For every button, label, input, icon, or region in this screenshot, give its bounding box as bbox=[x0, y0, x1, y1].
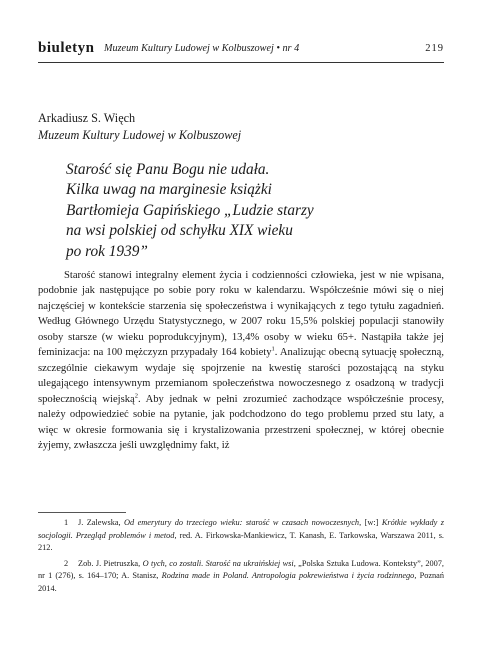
paragraph-text: . Analizując obecną sytuację społeczną, szczególnie ciekawym wydaje się spojrzenie na kwestię starości pozostającą na styku ulegającego intensywnym przemianom społeczeństwa nowoczesnego z osadzoną w tradycji społecznością wiejską bbox=[38, 347, 444, 405]
footnote-text: O tych, co zostali. Starość na ukraińskiej wsi bbox=[142, 558, 294, 568]
journal-title: Muzeum Kultury Ludowej w Kolbuszowej • nr 4 bbox=[104, 43, 300, 54]
title-line: Bartłomieja Gapińskiego „Ludzie starzy bbox=[66, 201, 314, 219]
footnote-text: Krótkie wykłady z socjologii. Przegląd problemów i metod bbox=[38, 518, 445, 540]
footnote-number: 1 bbox=[64, 518, 69, 527]
footnote-rule bbox=[38, 512, 126, 513]
footnote-text: , [w:] bbox=[359, 518, 382, 527]
page-number: 219 bbox=[425, 43, 444, 54]
header-rule bbox=[38, 62, 444, 63]
author-name: Arkadiusz S. Więch bbox=[38, 111, 136, 125]
body-text bbox=[38, 268, 444, 453]
paragraph-text: . Aby jednak w pełni zrozumieć zachodzące współcześnie procesy, należy odpowiedzieć sobie na pytanie, jak podchodzono do tego problemu przed stu laty, a więc w okresie formowania się i krystalizowania przestrzeni społecznej, w której obecnie żyjemy, zwłaszcza jeśli uwzględnimy fakt, iż bbox=[38, 393, 444, 451]
footnote bbox=[38, 558, 444, 596]
footnote-text: , Poznań 2014. bbox=[38, 571, 445, 593]
journal-logo: biuletyn bbox=[38, 40, 95, 56]
footnote-text: Zob. J. Pietruszka, bbox=[78, 558, 143, 568]
footnote-ref[interactable]: 1 bbox=[271, 345, 275, 353]
footnote-text: , „Polska Sztuka Ludowa. Konteksty”, 2007, nr 1 (276), s. 164–170; A. Stanisz, bbox=[38, 558, 444, 581]
footnote-text: Rodzina made in Poland. Antropologia pokrewieństwa i życia rodzinnego bbox=[161, 571, 415, 581]
paragraph bbox=[38, 268, 444, 453]
footnote-text: , red. A. Firkowska-Mankiewicz, T. Kanash, E. Tarkowska, Warszawa 2011, s. 212. bbox=[38, 530, 444, 553]
author-affiliation: Muzeum Kultury Ludowej w Kolbuszowej bbox=[38, 128, 242, 142]
title-line: na wsi polskiej od schyłku XIX wieku bbox=[66, 222, 293, 240]
footnote-ref[interactable]: 2 bbox=[134, 392, 138, 400]
title-line: Starość się Panu Bogu nie udała. bbox=[66, 161, 270, 178]
footnotes bbox=[38, 517, 444, 599]
footnote-text: Od emerytury do trzeciego wieku: starość w czasach nowoczesnych bbox=[124, 518, 360, 527]
footnote-text: J. Zalewska, bbox=[78, 518, 125, 527]
footnote bbox=[38, 517, 444, 555]
running-header bbox=[38, 40, 444, 60]
article-title bbox=[66, 160, 406, 262]
title-line: Kilka uwag na marginesie książki bbox=[66, 181, 272, 199]
footnote-number: 2 bbox=[64, 558, 69, 568]
paragraph-text: Starość stanowi integralny element życia i codzienności człowieka, jest w nie wpisana, podobnie jak następujące po sobie pory roku w kalendarzu. Współcześnie mówi się o niej najczęściej w kontekście starzenia się społeczeństwa i wynikających z tego tytułu zagadnień. Według Głównego Urzędu Statystycznego, w 2007 roku 15,5% polskiej populacji stanowiły osoby starsze (w wieku poprodukcyjnym), 13,4% osoby w wieku 65+. Nastąpiła także jej feminizacja: na 100 mężczyzn przypadały 164 kobiety bbox=[38, 270, 444, 359]
title-line: po rok 1939” bbox=[66, 242, 148, 260]
